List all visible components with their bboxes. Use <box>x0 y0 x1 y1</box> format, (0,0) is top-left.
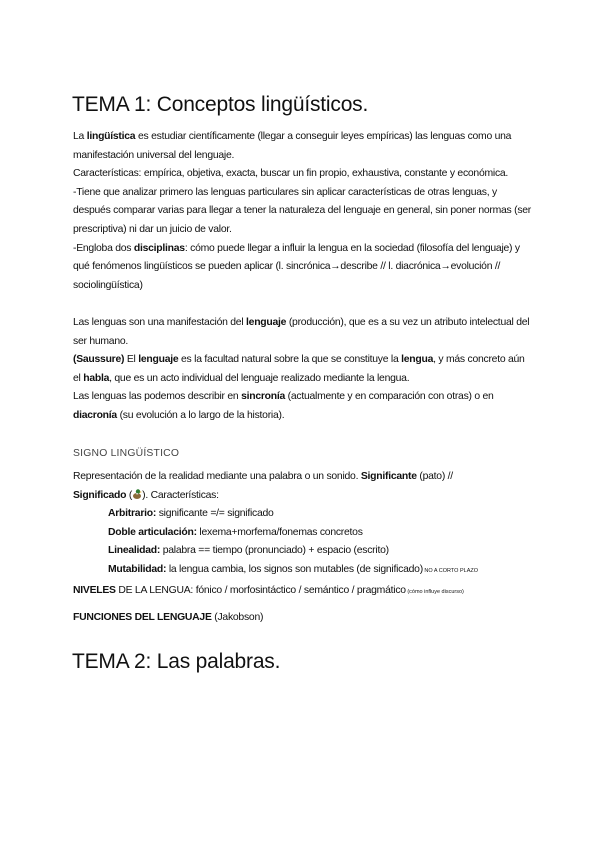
niveles-line: NIVELES DE LA LENGUA: fónico / morfosintáctico / semántico / pragmático (cómo influye discurso) <box>73 585 464 596</box>
signo-item-doble-articulacion: Doble articulación: lexema+morfema/fonemas concretos <box>108 526 363 538</box>
duck-icon <box>132 488 142 500</box>
tema2-title: TEMA 2: Las palabras. <box>72 650 281 673</box>
funciones-line: FUNCIONES DEL LENGUAJE (Jakobson) <box>73 612 264 623</box>
niveles-note: (cómo influye discurso) <box>405 589 464 595</box>
signo-item-mutabilidad: Mutabilidad: la lengua cambia, los signos son mutables (de significado) NO A CORTO PLAZO <box>108 563 479 575</box>
signo-item-arbitrario: Arbitrario: significante =/= significado <box>108 508 274 520</box>
signo-intro: Representación de la realidad mediante una palabra o un sonido. Significante (pato) // Significado ( ). Características: <box>73 471 453 501</box>
lenguaje-paragraph-1: Las lenguas son una manifestación del lenguaje (producción), que es a su vez un atributo intelectual del ser humano. <box>73 317 530 347</box>
tema1-title: TEMA 1: Conceptos lingüísticos. <box>72 93 369 116</box>
lenguaje-paragraph-3: Las lenguas las podemos describir en sincronía (actualmente y en comparación con otras) o en diacronía (su evolución a lo largo de la historia). <box>73 391 494 421</box>
tema1-paragraph-1: La lingüística es estudiar científicamente (llegar a conseguir leyes empíricas) las lenguas como una manifestación universal del lenguaje. <box>73 131 512 161</box>
signo-body <box>73 468 533 581</box>
signo-section-label: SIGNO LINGÜÍSTICO <box>73 448 180 459</box>
tema1-body <box>73 128 533 295</box>
lenguaje-body <box>73 314 533 426</box>
mutabilidad-note: NO A CORTO PLAZO <box>422 567 479 574</box>
tema1-paragraph-4: -Engloba dos disciplinas: cómo puede llegar a influir la lengua en la sociedad (filosofía del lenguaje) y qué fenómenos lingüísticos se pueden aplicar (l. sincrónica→describe // l. diacrónica→evolución // sociolingüística) <box>73 242 520 291</box>
lenguaje-paragraph-2: (Saussure) El lenguaje es la facultad natural sobre la que se constituye la lengua, y más concreto aún el habla, que es un acto individual del lenguaje realizado mediante la lengua. <box>73 354 525 384</box>
tema1-paragraph-2: Características: empírica, objetiva, exacta, buscar un fin propio, exhaustiva, constante y económica. <box>73 168 509 180</box>
signo-item-linealidad: Linealidad: palabra == tiempo (pronunciado) + espacio (escrito) <box>108 545 389 557</box>
tema1-paragraph-3: -Tiene que analizar primero las lenguas particulares sin aplicar características de otras lenguas, y después comparar varias para llegar a tener la naturaleza del lenguaje en general, sin poner normas (ser prescriptiva) ni dar un juicio de valor. <box>73 186 532 235</box>
